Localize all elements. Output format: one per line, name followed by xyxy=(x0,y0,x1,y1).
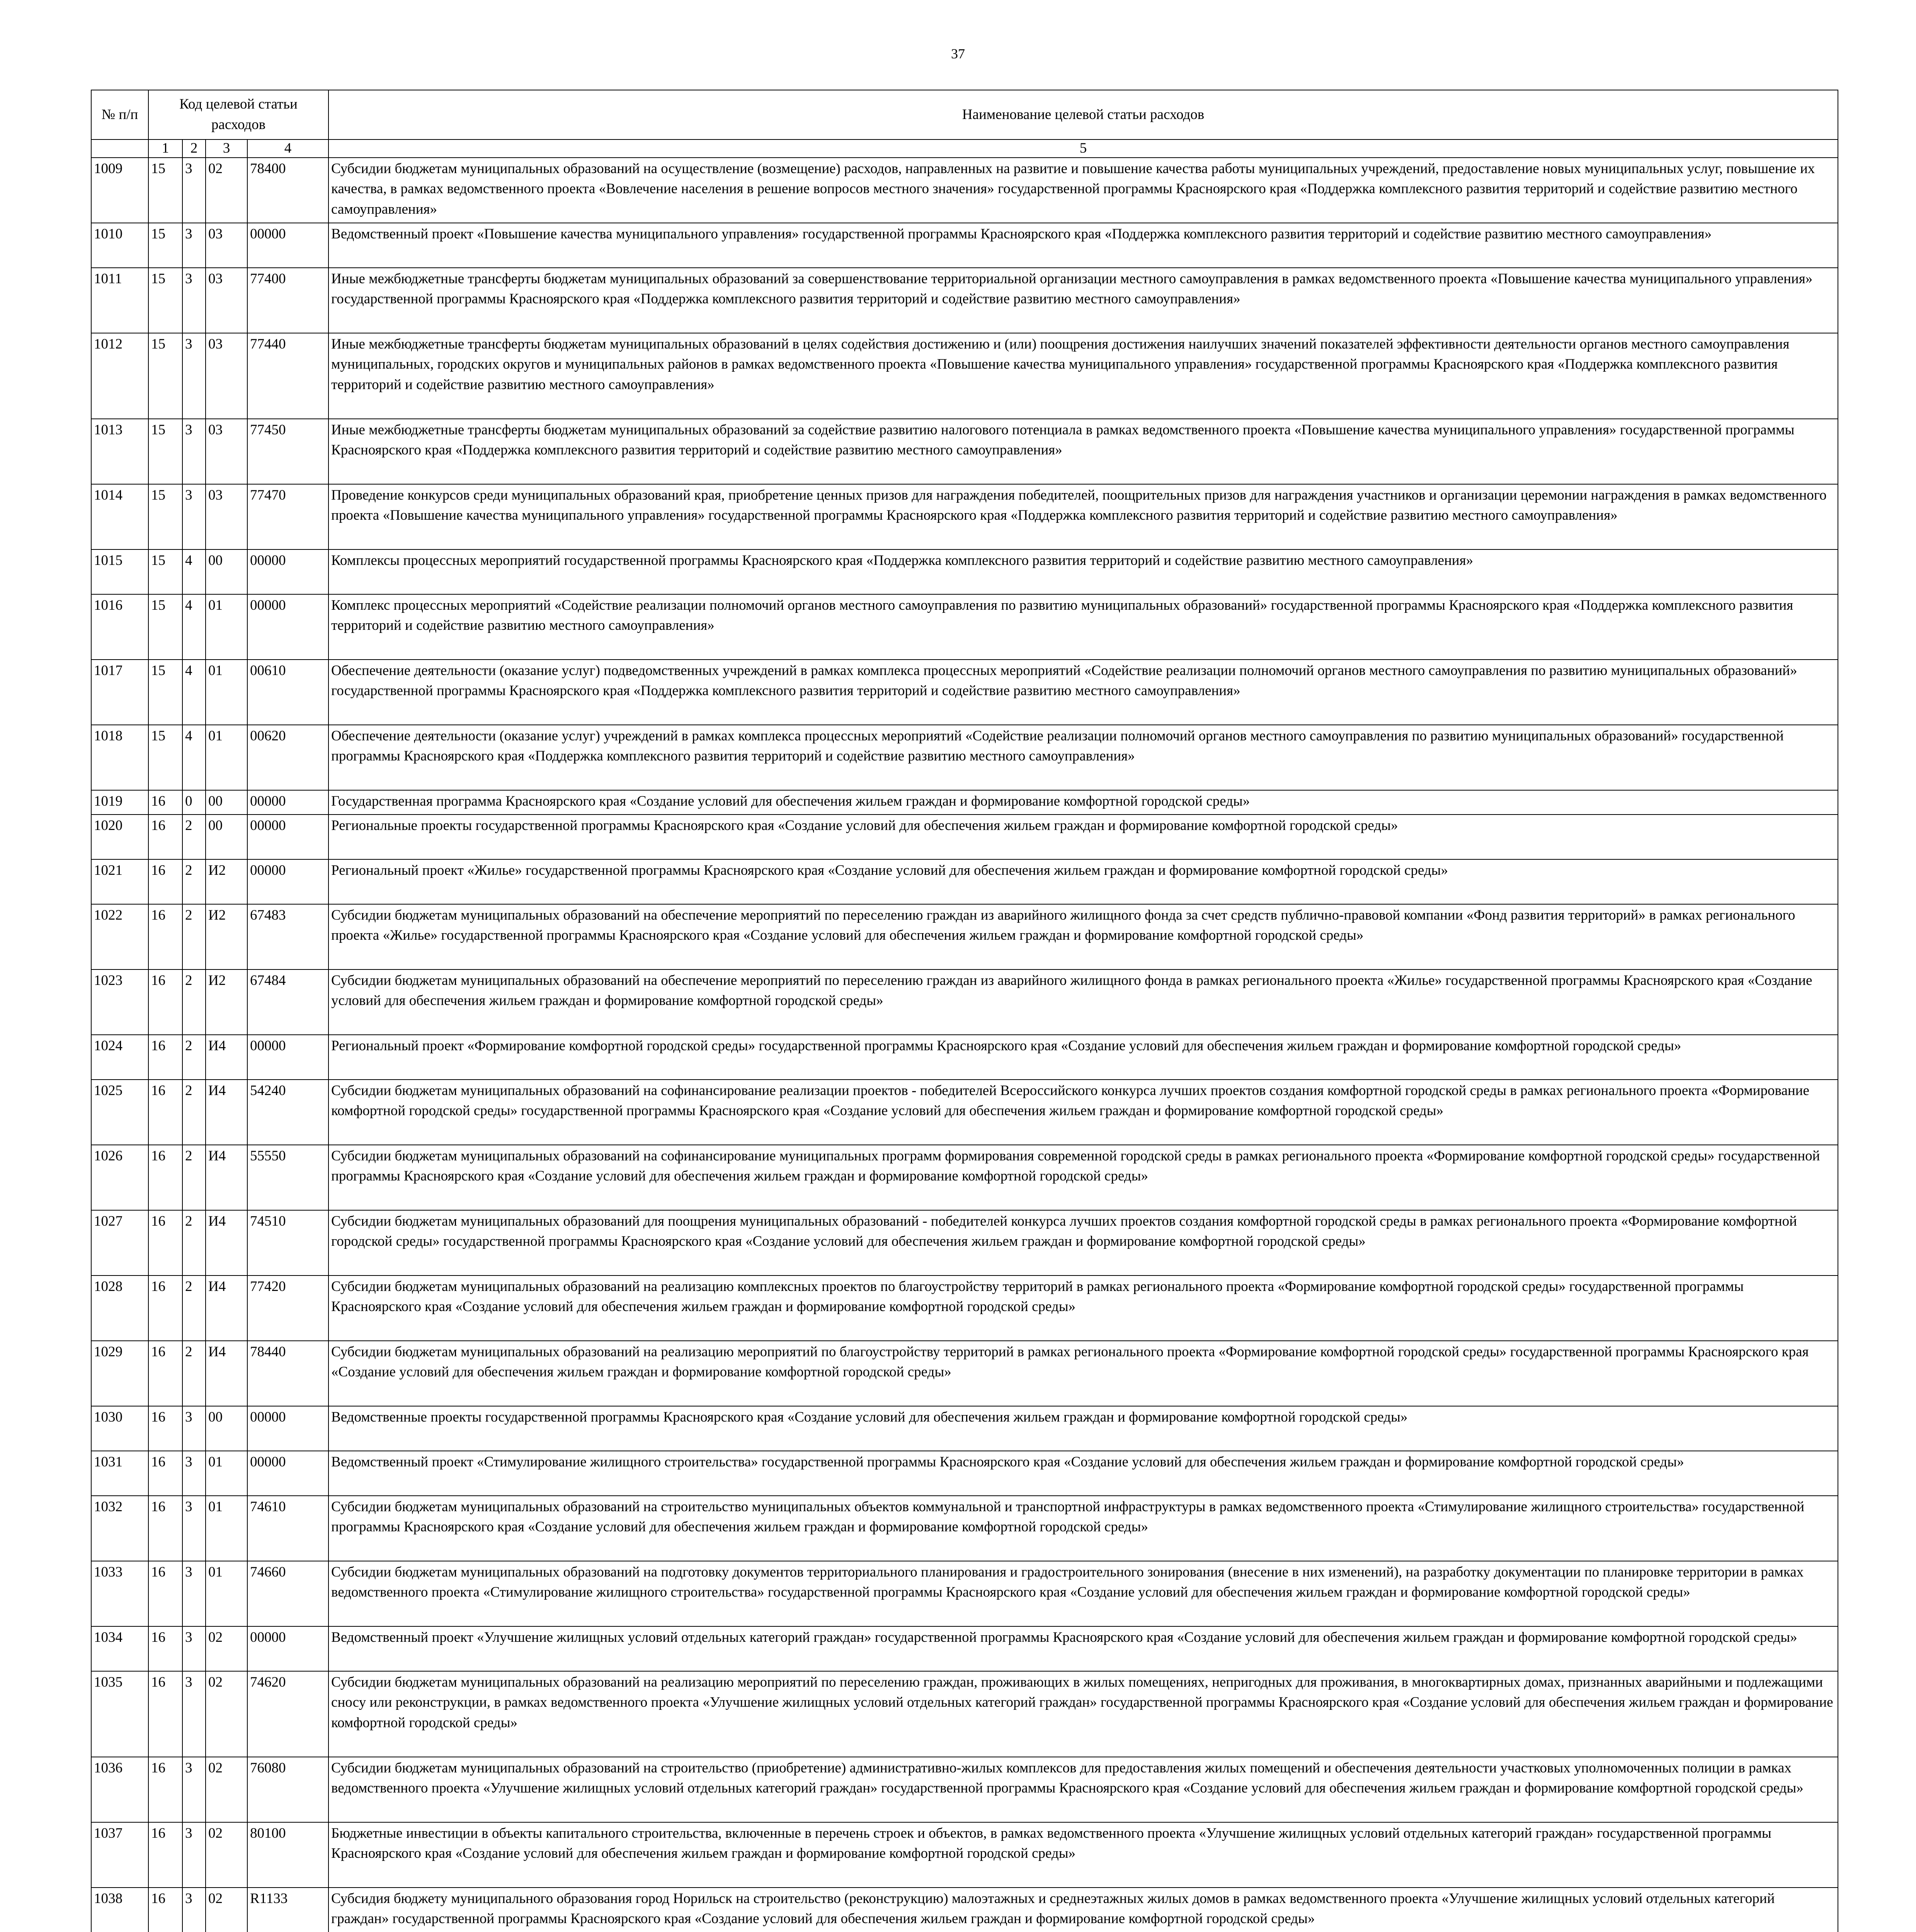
code-part-3: 02 xyxy=(206,1888,247,1932)
expense-name: Государственная программа Красноярского края «Создание условий для обеспечения жильем граждан и формирование комфортной городской среды» xyxy=(328,790,1838,815)
table-row xyxy=(91,223,1838,268)
code-part-3: 02 xyxy=(206,1626,247,1671)
row-number: 1027 xyxy=(91,1210,148,1276)
table-row xyxy=(91,419,1838,484)
row-number: 1009 xyxy=(91,158,148,223)
code-part-4: 55550 xyxy=(247,1145,328,1210)
budget-items-table xyxy=(91,90,1838,1932)
header-code: Код целевой статьи расходов xyxy=(148,90,328,139)
expense-name: Субсидии бюджетам муниципальных образований для поощрения муниципальных образований - победителей конкурса лучших проектов создания комфортной городской среды в рамках регионального проекта «Формирование комфортной городской среды» государственной программы Красноярского края «Создание условий для обеспечения жильем граждан и формирование комфортной городской среды» xyxy=(328,1210,1838,1276)
code-part-3: И4 xyxy=(206,1276,247,1341)
code-part-4: 77450 xyxy=(247,419,328,484)
code-part-1: 16 xyxy=(148,790,182,815)
expense-name: Иные межбюджетные трансферты бюджетам муниципальных образований за совершенствование территориальной организации местного самоуправления в рамках ведомственного проекта «Повышение качества муниципального управления» государственной программы Красноярского края «Поддержка комплексного развития территорий и содействие развитию местного самоуправления» xyxy=(328,268,1838,333)
code-part-2: 0 xyxy=(182,790,206,815)
row-number: 1020 xyxy=(91,815,148,859)
code-part-2: 3 xyxy=(182,1822,206,1888)
code-part-1: 16 xyxy=(148,1822,182,1888)
code-part-1: 16 xyxy=(148,1561,182,1626)
code-part-1: 15 xyxy=(148,594,182,660)
expense-name: Региональные проекты государственной программы Красноярского края «Создание условий для обеспечения жильем граждан и формирование комфортной городской среды» xyxy=(328,815,1838,859)
code-part-1: 16 xyxy=(148,859,182,904)
code-part-1: 16 xyxy=(148,1406,182,1451)
code-part-2: 2 xyxy=(182,815,206,859)
expense-name: Комплексы процессных мероприятий государственной программы Красноярского края «Поддержка комплексного развития территорий и содействие развитию местного самоуправления» xyxy=(328,549,1838,594)
expense-name: Субсидии бюджетам муниципальных образований на обеспечение мероприятий по переселению граждан из аварийного жилищного фонда за счет средств публично-правовой компании «Фонд развития территорий» в рамках регионального проекта «Жилье» государственной программы Красноярского края «Создание условий для обеспечения жильем граждан и формирование комфортной городской среды» xyxy=(328,904,1838,969)
table-row xyxy=(91,1671,1838,1757)
table-row xyxy=(91,1080,1838,1145)
code-part-3: И4 xyxy=(206,1145,247,1210)
expense-name: Субсидии бюджетам муниципальных образований на подготовку документов территориального планирования и градостроительного зонирования (внесение в них изменений), на разработку документации по планировке территории в рамках ведомственного проекта «Стимулирование жилищного строительства» государственной программы Красноярского края «Создание условий для обеспечения жильем граждан и формирование комфортной городской среды» xyxy=(328,1561,1838,1626)
colnum-1: 1 xyxy=(148,139,182,158)
code-part-2: 3 xyxy=(182,1406,206,1451)
row-number: 1025 xyxy=(91,1080,148,1145)
code-part-3: 01 xyxy=(206,1561,247,1626)
code-part-4: 00000 xyxy=(247,594,328,660)
code-part-3: 03 xyxy=(206,333,247,419)
expense-name: Бюджетные инвестиции в объекты капитального строительства, включенные в перечень строек и объектов, в рамках ведомственного проекта «Улучшение жилищных условий отдельных категорий граждан» государственной программы Красноярского края «Создание условий для обеспечения жильем граждан и формирование комфортной городской среды» xyxy=(328,1822,1838,1888)
code-part-4: 74510 xyxy=(247,1210,328,1276)
code-part-2: 3 xyxy=(182,223,206,268)
code-part-4: 00000 xyxy=(247,1406,328,1451)
code-part-4: 78400 xyxy=(247,158,328,223)
code-part-1: 15 xyxy=(148,484,182,549)
code-part-2: 2 xyxy=(182,1210,206,1276)
row-number: 1013 xyxy=(91,419,148,484)
row-number: 1038 xyxy=(91,1888,148,1932)
code-part-1: 15 xyxy=(148,419,182,484)
code-part-3: 03 xyxy=(206,223,247,268)
table-row xyxy=(91,815,1838,859)
colnum-4: 4 xyxy=(247,139,328,158)
code-part-1: 16 xyxy=(148,1626,182,1671)
code-part-1: 16 xyxy=(148,1671,182,1757)
code-part-1: 16 xyxy=(148,1451,182,1496)
colnum-3: 3 xyxy=(206,139,247,158)
code-part-4: 00000 xyxy=(247,790,328,815)
table-row xyxy=(91,1145,1838,1210)
code-part-1: 15 xyxy=(148,549,182,594)
code-part-2: 3 xyxy=(182,1496,206,1561)
expense-name: Иные межбюджетные трансферты бюджетам муниципальных образований в целях содействия достижению и (или) поощрения достижения наилучших значений показателей эффективности деятельности органов местного самоуправления муниципальных, городских округов и муниципальных районов в рамках ведомственного проекта «Повышение качества муниципального управления» государственной программы Красноярского края «Поддержка комплексного развития территорий и содействие развитию местного самоуправления» xyxy=(328,333,1838,419)
table-row xyxy=(91,484,1838,549)
code-part-4: 74660 xyxy=(247,1561,328,1626)
row-number: 1011 xyxy=(91,268,148,333)
header-number: № п/п xyxy=(91,90,148,139)
code-part-2: 3 xyxy=(182,484,206,549)
code-part-2: 2 xyxy=(182,904,206,969)
code-part-4: 00000 xyxy=(247,1035,328,1080)
table-row xyxy=(91,1822,1838,1888)
code-part-1: 15 xyxy=(148,660,182,725)
code-part-2: 3 xyxy=(182,1671,206,1757)
code-part-4: 00000 xyxy=(247,815,328,859)
header-name: Наименование целевой статьи расходов xyxy=(328,90,1838,139)
code-part-1: 16 xyxy=(148,1341,182,1406)
code-part-3: 02 xyxy=(206,158,247,223)
code-part-4: 00000 xyxy=(247,859,328,904)
colnum-blank xyxy=(91,139,148,158)
table-row xyxy=(91,549,1838,594)
expense-name: Субсидия бюджету муниципального образования город Норильск на строительство (реконструкцию) малоэтажных и среднеэтажных жилых домов в рамках ведомственного проекта «Улучшение жилищных условий отдельных категорий граждан» государственной программы Красноярского края «Создание условий для обеспечения жильем граждан и формирование комфортной городской среды» xyxy=(328,1888,1838,1932)
code-part-1: 16 xyxy=(148,1210,182,1276)
code-part-3: 02 xyxy=(206,1822,247,1888)
code-part-1: 16 xyxy=(148,1496,182,1561)
code-part-4: 00610 xyxy=(247,660,328,725)
expense-name: Обеспечение деятельности (оказание услуг) подведомственных учреждений в рамках комплекса процессных мероприятий «Содействие реализации полномочий органов местного самоуправления по развитию муниципальных образований» государственной программы Красноярского края «Поддержка комплексного развития территорий и содействие развитию местного самоуправления» xyxy=(328,660,1838,725)
code-part-2: 3 xyxy=(182,1561,206,1626)
row-number: 1017 xyxy=(91,660,148,725)
code-part-1: 16 xyxy=(148,969,182,1035)
code-part-4: 00000 xyxy=(247,223,328,268)
table-body xyxy=(91,158,1838,1932)
row-number: 1030 xyxy=(91,1406,148,1451)
table-row xyxy=(91,1757,1838,1822)
expense-name: Ведомственный проект «Улучшение жилищных условий отдельных категорий граждан» государственной программы Красноярского края «Создание условий для обеспечения жильем граждан и формирование комфортной городской среды» xyxy=(328,1626,1838,1671)
table-row xyxy=(91,1276,1838,1341)
expense-name: Субсидии бюджетам муниципальных образований на софинансирование муниципальных программ формирования современной городской среды в рамках регионального проекта «Формирование комфортной городской среды» государственной программы Красноярского края «Создание условий для обеспечения жильем граждан и формирование комфортной городской среды» xyxy=(328,1145,1838,1210)
table-row xyxy=(91,158,1838,223)
code-part-1: 16 xyxy=(148,1757,182,1822)
table-row xyxy=(91,1496,1838,1561)
code-part-2: 2 xyxy=(182,1276,206,1341)
row-number: 1026 xyxy=(91,1145,148,1210)
code-part-1: 15 xyxy=(148,268,182,333)
code-part-2: 3 xyxy=(182,1626,206,1671)
code-part-2: 3 xyxy=(182,1451,206,1496)
row-number: 1032 xyxy=(91,1496,148,1561)
code-part-4: 00620 xyxy=(247,725,328,790)
code-part-3: И4 xyxy=(206,1035,247,1080)
code-part-4: 00000 xyxy=(247,1451,328,1496)
expense-name: Ведомственный проект «Стимулирование жилищного строительства» государственной программы Красноярского края «Создание условий для обеспечения жильем граждан и формирование комфортной городской среды» xyxy=(328,1451,1838,1496)
code-part-3: И2 xyxy=(206,859,247,904)
code-part-4: R1133 xyxy=(247,1888,328,1932)
code-part-4: 77420 xyxy=(247,1276,328,1341)
code-part-2: 3 xyxy=(182,419,206,484)
code-part-3: 01 xyxy=(206,1496,247,1561)
table-row xyxy=(91,790,1838,815)
expense-name: Иные межбюджетные трансферты бюджетам муниципальных образований за содействие развитию налогового потенциала в рамках ведомственного проекта «Повышение качества муниципального управления» государственной программы Красноярского края «Поддержка комплексного развития территорий и содействие развитию местного самоуправления» xyxy=(328,419,1838,484)
code-part-3: 00 xyxy=(206,549,247,594)
table-row xyxy=(91,969,1838,1035)
code-part-4: 77470 xyxy=(247,484,328,549)
code-part-1: 16 xyxy=(148,1145,182,1210)
expense-name: Субсидии бюджетам муниципальных образований на реализацию мероприятий по переселению граждан, проживающих в жилых помещениях, непригодных для проживания, в многоквартирных домах, признанных аварийными и подлежащими сносу или реконструкции, в рамках ведомственного проекта «Улучшение жилищных условий отдельных категорий граждан» государственной программы Красноярского края «Создание условий для обеспечения жильем граждан и формирование комфортной городской среды» xyxy=(328,1671,1838,1757)
code-part-2: 2 xyxy=(182,1341,206,1406)
code-part-3: 00 xyxy=(206,815,247,859)
row-number: 1016 xyxy=(91,594,148,660)
code-part-2: 4 xyxy=(182,594,206,660)
code-part-4: 67483 xyxy=(247,904,328,969)
row-number: 1010 xyxy=(91,223,148,268)
row-number: 1015 xyxy=(91,549,148,594)
code-part-2: 3 xyxy=(182,1888,206,1932)
row-number: 1036 xyxy=(91,1757,148,1822)
code-part-1: 16 xyxy=(148,1035,182,1080)
code-part-4: 77440 xyxy=(247,333,328,419)
table-row xyxy=(91,859,1838,904)
code-part-2: 3 xyxy=(182,158,206,223)
expense-name: Региональный проект «Формирование комфортной городской среды» государственной программы Красноярского края «Создание условий для обеспечения жильем граждан и формирование комфортной городской среды» xyxy=(328,1035,1838,1080)
code-part-3: 01 xyxy=(206,1451,247,1496)
code-part-3: И4 xyxy=(206,1080,247,1145)
code-part-1: 16 xyxy=(148,1276,182,1341)
code-part-3: 00 xyxy=(206,1406,247,1451)
code-part-4: 54240 xyxy=(247,1080,328,1145)
expense-name: Ведомственные проекты государственной программы Красноярского края «Создание условий для обеспечения жильем граждан и формирование комфортной городской среды» xyxy=(328,1406,1838,1451)
code-part-1: 16 xyxy=(148,815,182,859)
code-part-3: 03 xyxy=(206,268,247,333)
expense-name: Проведение конкурсов среди муниципальных образований края, приобретение ценных призов для награждения победителей, поощрительных призов для награждения участников и организации церемонии награждения в рамках ведомственного проекта «Повышение качества муниципального управления» государственной программы Красноярского края «Поддержка комплексного развития территорий и содействие развитию местного самоуправления» xyxy=(328,484,1838,549)
colnum-2: 2 xyxy=(182,139,206,158)
row-number: 1021 xyxy=(91,859,148,904)
table-row xyxy=(91,1561,1838,1626)
code-part-2: 4 xyxy=(182,660,206,725)
row-number: 1022 xyxy=(91,904,148,969)
row-number: 1014 xyxy=(91,484,148,549)
expense-name: Субсидии бюджетам муниципальных образований на софинансирование реализации проектов - победителей Всероссийского конкурса лучших проектов создания комфортной городской среды в рамках регионального проекта «Формирование комфортной городской среды» государственной программы Красноярского края «Создание условий для обеспечения жильем граждан и формирование комфортной городской среды» xyxy=(328,1080,1838,1145)
code-part-4: 77400 xyxy=(247,268,328,333)
colnum-5: 5 xyxy=(328,139,1838,158)
page-number: 37 xyxy=(951,46,965,61)
expense-name: Ведомственный проект «Повышение качества муниципального управления» государственной программы Красноярского края «Поддержка комплексного развития территорий и содействие развитию местного самоуправления» xyxy=(328,223,1838,268)
row-number: 1034 xyxy=(91,1626,148,1671)
code-part-2: 2 xyxy=(182,1145,206,1210)
expense-name: Субсидии бюджетам муниципальных образований на реализацию мероприятий по благоустройству территорий в рамках регионального проекта «Формирование комфортной городской среды» государственной программы Красноярского края «Создание условий для обеспечения жильем граждан и формирование комфортной городской среды» xyxy=(328,1341,1838,1406)
expense-name: Комплекс процессных мероприятий «Содействие реализации полномочий органов местного самоуправления по развитию муниципальных образований» государственной программы Красноярского края «Поддержка комплексного развития территорий и содействие развитию местного самоуправления» xyxy=(328,594,1838,660)
code-part-3: 02 xyxy=(206,1757,247,1822)
table-row xyxy=(91,1035,1838,1080)
table-row xyxy=(91,1451,1838,1496)
code-part-2: 2 xyxy=(182,1080,206,1145)
code-part-3: 03 xyxy=(206,419,247,484)
row-number: 1035 xyxy=(91,1671,148,1757)
table-row xyxy=(91,1210,1838,1276)
row-number: 1019 xyxy=(91,790,148,815)
expense-name: Обеспечение деятельности (оказание услуг) учреждений в рамках комплекса процессных мероприятий «Содействие реализации полномочий органов местного самоуправления по развитию муниципальных образований» государственной программы Красноярского края «Поддержка комплексного развития территорий и содействие развитию местного самоуправления» xyxy=(328,725,1838,790)
code-part-3: И2 xyxy=(206,904,247,969)
code-part-2: 4 xyxy=(182,725,206,790)
table-row xyxy=(91,268,1838,333)
table-header-row xyxy=(91,90,1838,139)
code-part-2: 2 xyxy=(182,1035,206,1080)
code-part-2: 3 xyxy=(182,268,206,333)
code-part-1: 16 xyxy=(148,904,182,969)
expense-name: Субсидии бюджетам муниципальных образований на строительство муниципальных объектов коммунальной и транспортной инфраструктуры в рамках ведомственного проекта «Стимулирование жилищного строительства» государственной программы Красноярского края «Создание условий для обеспечения жильем граждан и формирование комфортной городской среды» xyxy=(328,1496,1838,1561)
code-part-4: 74610 xyxy=(247,1496,328,1561)
code-part-4: 67484 xyxy=(247,969,328,1035)
expense-name: Региональный проект «Жилье» государственной программы Красноярского края «Создание условий для обеспечения жильем граждан и формирование комфортной городской среды» xyxy=(328,859,1838,904)
row-number: 1037 xyxy=(91,1822,148,1888)
row-number: 1024 xyxy=(91,1035,148,1080)
row-number: 1012 xyxy=(91,333,148,419)
code-part-3: 00 xyxy=(206,790,247,815)
row-number: 1028 xyxy=(91,1276,148,1341)
table-row xyxy=(91,594,1838,660)
table-row xyxy=(91,1341,1838,1406)
code-part-2: 4 xyxy=(182,549,206,594)
row-number: 1033 xyxy=(91,1561,148,1626)
code-part-4: 80100 xyxy=(247,1822,328,1888)
table-row xyxy=(91,660,1838,725)
code-part-2: 2 xyxy=(182,859,206,904)
table-row xyxy=(91,333,1838,419)
code-part-3: 01 xyxy=(206,725,247,790)
table-row xyxy=(91,904,1838,969)
expense-name: Субсидии бюджетам муниципальных образований на осуществление (возмещение) расходов, направленных на развитие и повышение качества работы муниципальных учреждений, предоставление новых муниципальных услуг, повышение их качества, в рамках ведомственного проекта «Вовлечение населения в решение вопросов местного значения» государственной программы Красноярского края «Поддержка комплексного развития территорий и содействие развитию местного самоуправления» xyxy=(328,158,1838,223)
code-part-3: И4 xyxy=(206,1341,247,1406)
code-part-2: 3 xyxy=(182,333,206,419)
code-part-1: 15 xyxy=(148,158,182,223)
code-part-4: 00000 xyxy=(247,549,328,594)
code-part-1: 15 xyxy=(148,223,182,268)
row-number: 1018 xyxy=(91,725,148,790)
table-row xyxy=(91,1626,1838,1671)
expense-name: Субсидии бюджетам муниципальных образований на строительство (приобретение) административно-жилых комплексов для предоставления жилых помещений и обеспечения деятельности участковых уполномоченных полиции в рамках ведомственного проекта «Улучшение жилищных условий отдельных категорий граждан» государственной программы Красноярского края «Создание условий для обеспечения жильем граждан и формирование комфортной городской среды» xyxy=(328,1757,1838,1822)
code-part-3: 01 xyxy=(206,594,247,660)
code-part-1: 15 xyxy=(148,725,182,790)
expense-name: Субсидии бюджетам муниципальных образований на реализацию комплексных проектов по благоустройству территорий в рамках регионального проекта «Формирование комфортной городской среды» государственной программы Красноярского края «Создание условий для обеспечения жильем граждан и формирование комфортной городской среды» xyxy=(328,1276,1838,1341)
code-part-3: 03 xyxy=(206,484,247,549)
code-part-1: 15 xyxy=(148,333,182,419)
column-number-row xyxy=(91,139,1838,158)
code-part-4: 76080 xyxy=(247,1757,328,1822)
row-number: 1029 xyxy=(91,1341,148,1406)
code-part-4: 78440 xyxy=(247,1341,328,1406)
table-row xyxy=(91,1406,1838,1451)
code-part-4: 00000 xyxy=(247,1626,328,1671)
code-part-3: 02 xyxy=(206,1671,247,1757)
table-row xyxy=(91,725,1838,790)
table-row xyxy=(91,1888,1838,1932)
code-part-3: И4 xyxy=(206,1210,247,1276)
expense-name: Субсидии бюджетам муниципальных образований на обеспечение мероприятий по переселению граждан из аварийного жилищного фонда в рамках регионального проекта «Жилье» государственной программы Красноярского края «Создание условий для обеспечения жильем граждан и формирование комфортной городской среды» xyxy=(328,969,1838,1035)
code-part-4: 74620 xyxy=(247,1671,328,1757)
code-part-2: 2 xyxy=(182,969,206,1035)
code-part-3: И2 xyxy=(206,969,247,1035)
row-number: 1023 xyxy=(91,969,148,1035)
code-part-1: 16 xyxy=(148,1888,182,1932)
code-part-3: 01 xyxy=(206,660,247,725)
code-part-2: 3 xyxy=(182,1757,206,1822)
code-part-1: 16 xyxy=(148,1080,182,1145)
row-number: 1031 xyxy=(91,1451,148,1496)
